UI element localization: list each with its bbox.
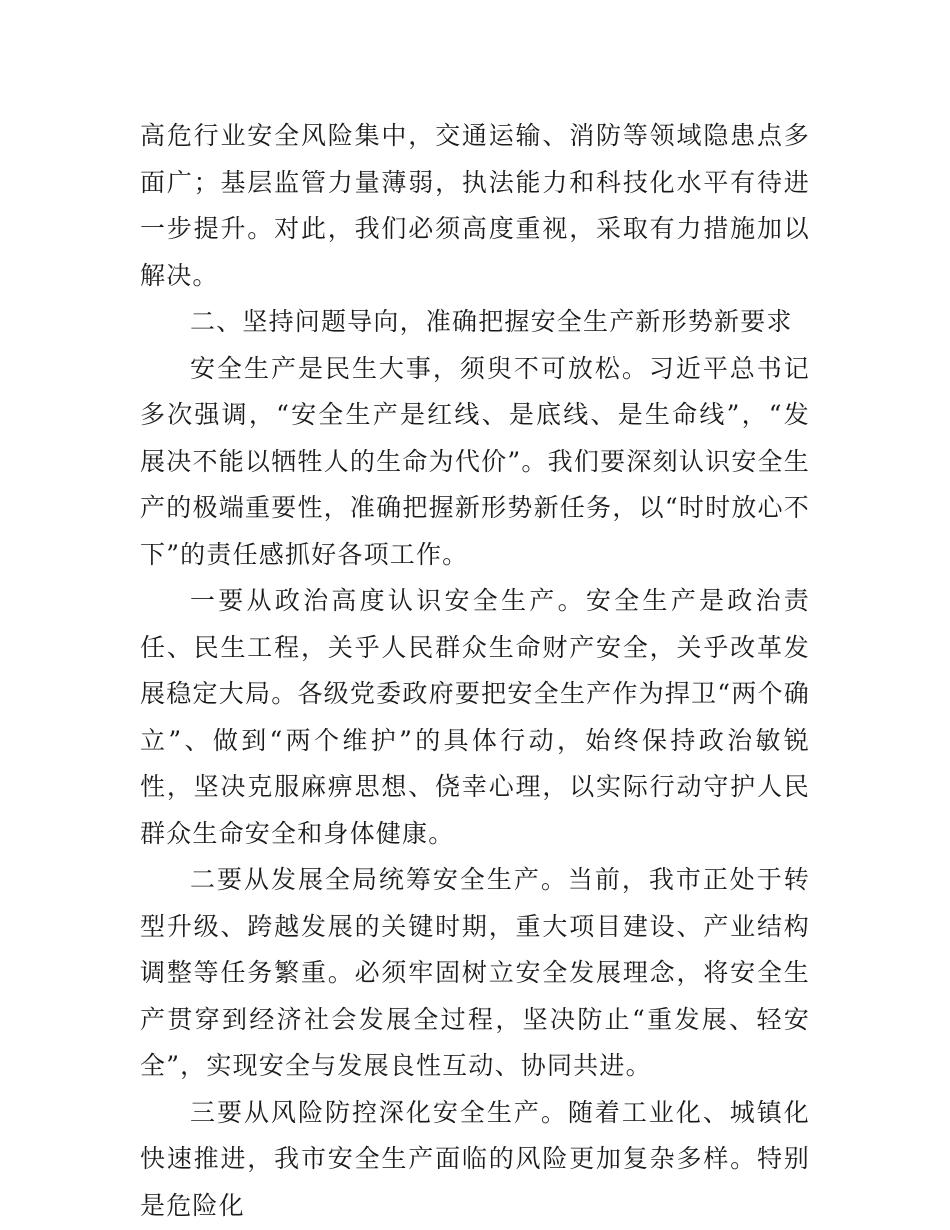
paragraph-body: 安全生产是民生大事，须臾不可放松。习近平总书记多次强调，“安全生产是红线、是底线、是生命线”，“发展决不能以牺牲人的生命为代价”。我们要深刻认识安全生产的极端重要性，准确把握新形势新任务，以“时时放心不下”的责任感抓好各项工作。: [140, 353, 810, 569]
paragraph-body: 二要从发展全局统筹安全生产。当前，我市正处于转型升级、跨越发展的关键时期，重大项目建设、产业结构调整等任务繁重。必须牢固树立安全发展理念，将安全生产贯穿到经济社会发展全过程，坚决防止“重发展、轻安全”，实现安全与发展良性互动、协同共进。: [140, 865, 810, 1080]
paragraph-continuation: 高危行业安全风险集中，交通运输、消防等领域隐患点多面广；基层监管力量薄弱，执法能力和科技化水平有待进一步提升。对此，我们必须高度重视，采取有力措施加以解决。: [140, 121, 810, 290]
paragraph-body: 三要从风险防控深化安全生产。随着工业化、城镇化快速推进，我市安全生产面临的风险更加复杂多样。特别是危险化: [140, 1097, 810, 1220]
section-heading: 二、坚持问题导向，准确把握安全生产新形势新要求: [190, 307, 793, 336]
document-page: [140, 113, 810, 1229]
paragraph-body: 一要从政治高度认识安全生产。安全生产是政治责任、民生工程，关乎人民群众生命财产安全，关乎改革发展稳定大局。各级党委政府要把安全生产作为捍卫“两个确立”、做到“两个维护”的具体行动，始终保持政治敏锐性，坚决克服麻痹思想、侥幸心理，以实际行动守护人民群众生命安全和身体健康。: [140, 586, 810, 848]
